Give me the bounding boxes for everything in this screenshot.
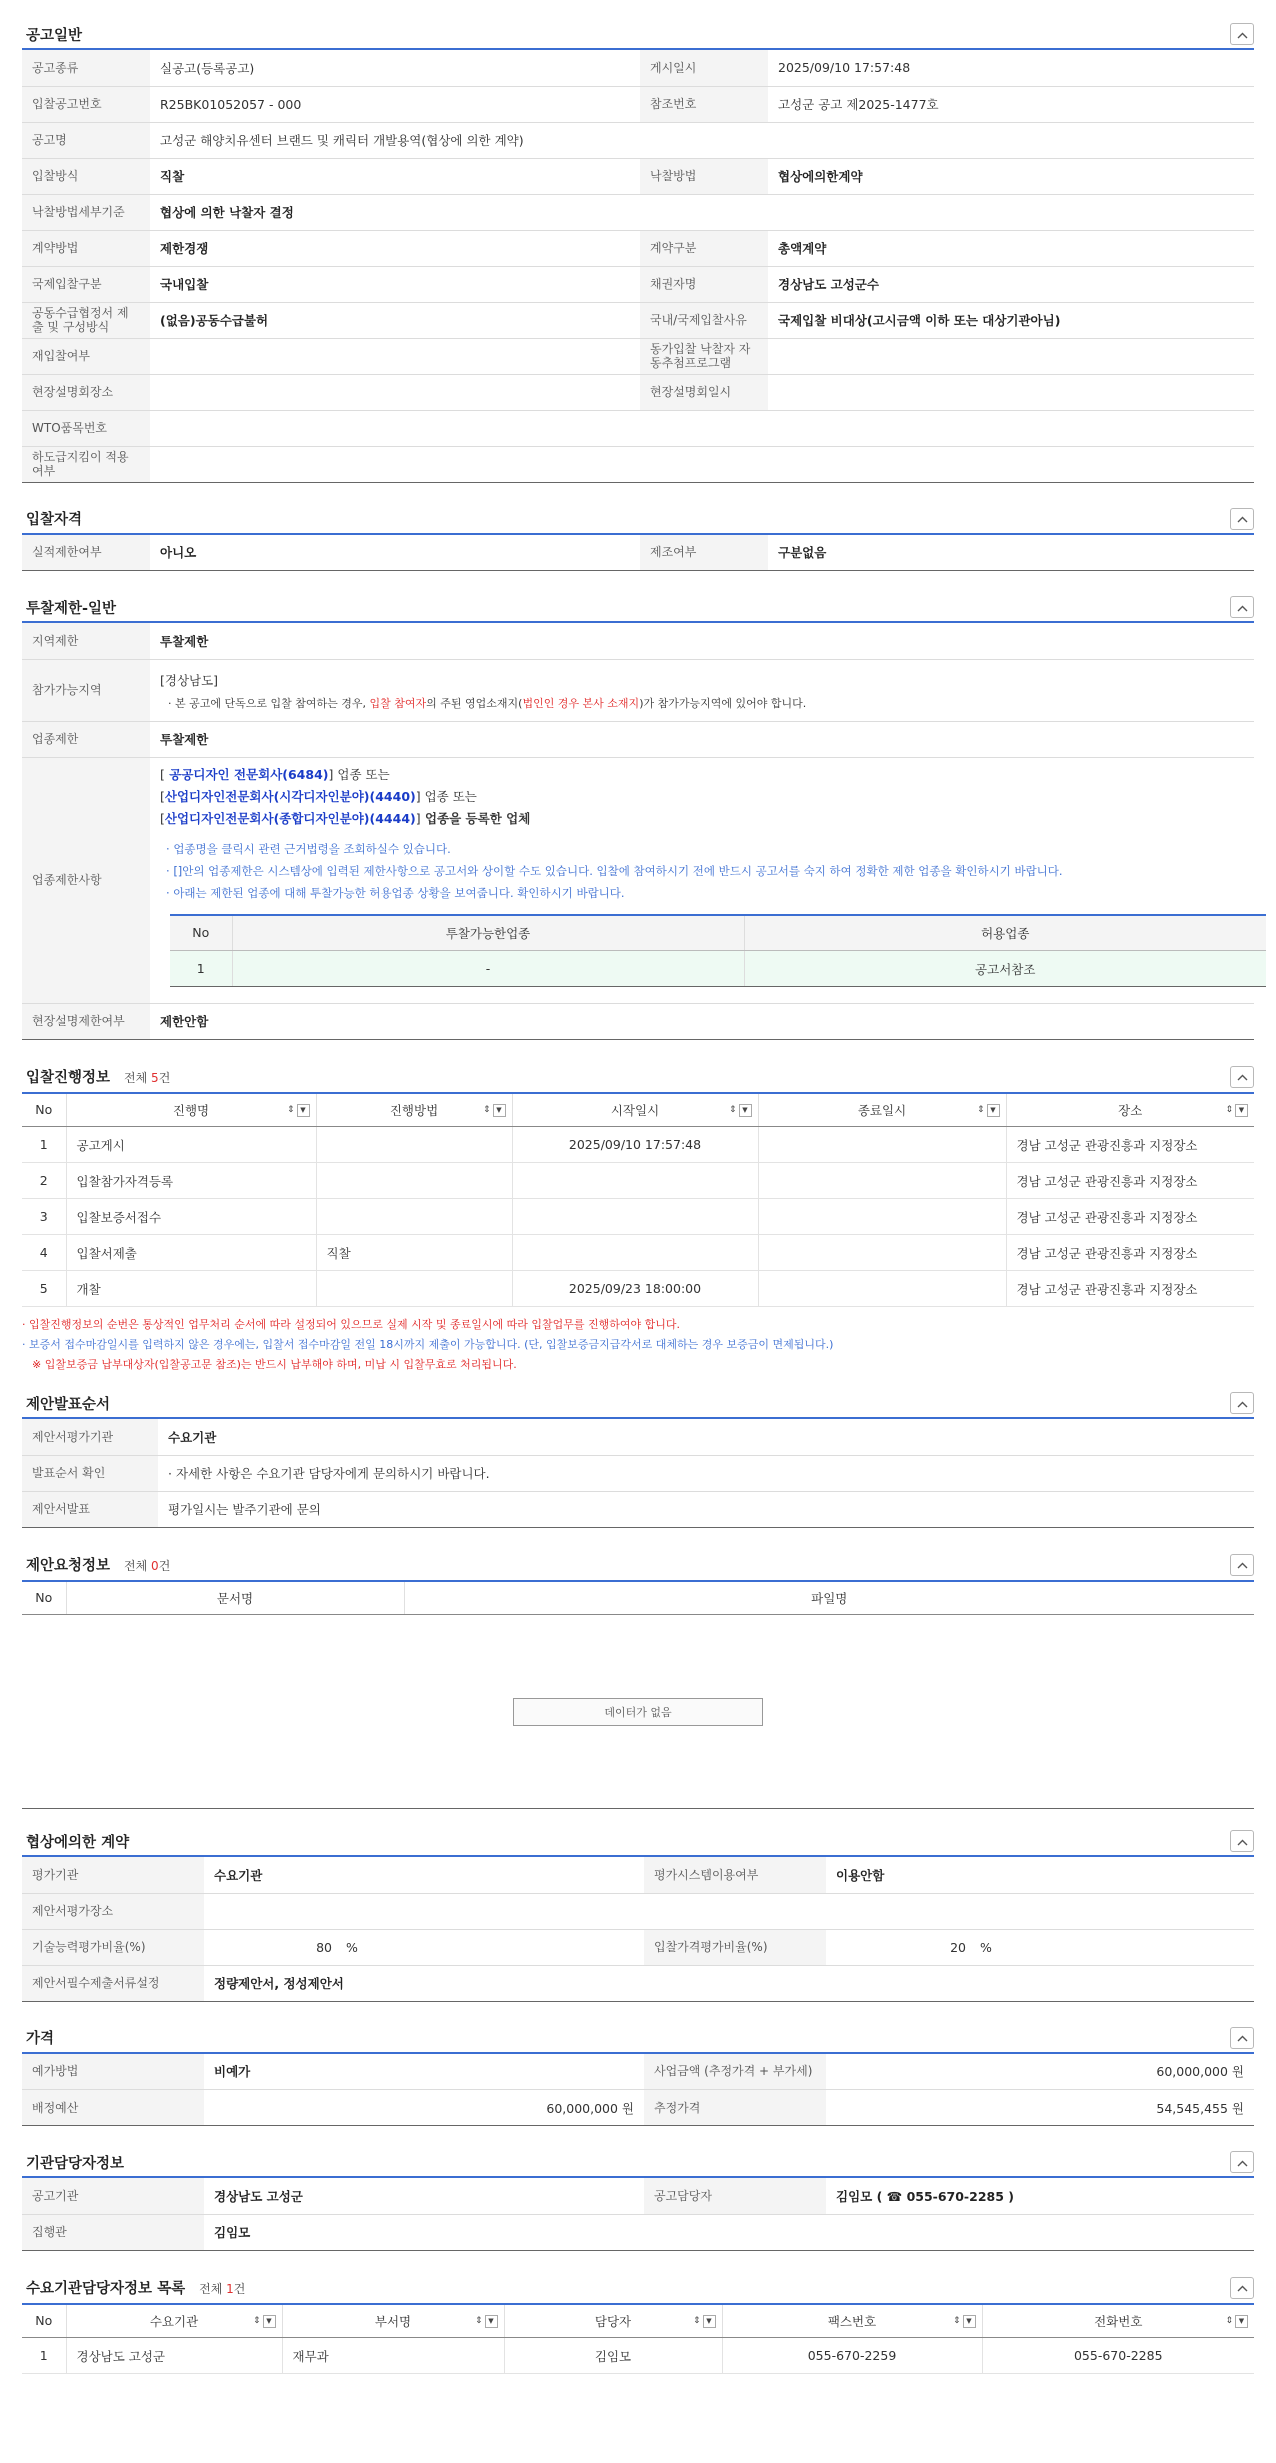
cell: 경상남도 고성군 (66, 2338, 282, 2374)
table-row (22, 1127, 1254, 1163)
col-header[interactable]: 장소 ⇕ ▼ (1006, 1093, 1254, 1127)
chevron-up-icon (1237, 600, 1248, 615)
note: ※ 입찰보증금 납부대상자(입찰공고문 참조)는 반드시 납부해야 하며, 미납 시 입찰무효로 처리됩니다. (32, 1358, 517, 1371)
section-title: 입찰자격 (26, 512, 83, 528)
value: 고성군 공고 제2025-1477호 (768, 86, 1254, 122)
sort-arrows-icon: ⇕ (1225, 1104, 1233, 1115)
value: 60,000,000 원 (826, 2054, 1254, 2090)
cell: 경남 고성군 관광진흥과 지정장소 (1006, 1163, 1254, 1199)
cell (758, 1199, 1006, 1235)
cell: 2 (22, 1163, 66, 1199)
label: 입찰공고번호 (22, 86, 150, 122)
header-row (22, 2304, 1254, 2338)
cell (316, 1127, 512, 1163)
empty-message: 데이터가 없음 (513, 1698, 763, 1726)
collapse-toggle[interactable] (1230, 508, 1254, 530)
sort-control[interactable] (475, 2315, 498, 2328)
chevron-up-icon (1237, 511, 1248, 526)
agency-table (22, 2178, 1254, 2251)
label: 제안서필수제출서류설정 (22, 1965, 204, 2001)
sort-arrows-icon: ⇕ (976, 1104, 985, 1115)
label: 예가방법 (22, 2054, 204, 2090)
value (768, 374, 1254, 410)
value: 60,000,000 원 (204, 2090, 644, 2126)
col-header: No (22, 1093, 66, 1127)
note: · 입찰진행정보의 순번은 통상적인 업무처리 순서에 따라 설정되어 있으므로 실제 시작 및 종료일시에 따라 입찰업무를 진행하여야 합니다. (22, 1318, 680, 1331)
value: 김임모 (204, 2214, 1254, 2250)
cell: 재무과 (282, 2338, 504, 2374)
progress-table (22, 1092, 1254, 1308)
sort-control[interactable] (1225, 1104, 1248, 1117)
request-table (22, 1580, 1254, 1616)
filter-dropdown-icon[interactable]: ▼ (263, 2315, 276, 2328)
label: 동가입찰 낙찰자 자동추첨프로그램 (640, 338, 768, 374)
value: 20 % (826, 1929, 1254, 1965)
cell (512, 1199, 758, 1235)
info-row (22, 374, 1254, 410)
section-title: 투찰제한-일반 (26, 600, 117, 617)
value: 투찰제한 (150, 623, 1254, 659)
cell: 김임모 (504, 2338, 722, 2374)
sort-arrows-icon: ⇕ (692, 2315, 701, 2326)
filter-dropdown-icon[interactable]: ▼ (485, 2315, 498, 2328)
label: 배정예산 (22, 2090, 204, 2126)
cell: 5 (22, 1271, 66, 1307)
industry-notes (160, 838, 1244, 904)
info-row (22, 338, 1254, 374)
value: 제한안함 (150, 1003, 1254, 1039)
value: 투찰제한 (150, 721, 1254, 757)
chevron-up-icon (1237, 2280, 1248, 2295)
value (150, 374, 640, 410)
label: 제안서평가기관 (22, 1419, 158, 1455)
sort-control[interactable] (729, 1104, 752, 1117)
collapse-toggle[interactable] (1230, 1392, 1254, 1414)
cell: - (232, 951, 744, 987)
section-title: 협상에의한 계약 (26, 1834, 130, 1851)
value: 2025/09/10 17:57:48 (768, 50, 1254, 86)
value: 80 % (204, 1929, 644, 1965)
value: 구분없음 (768, 535, 1254, 571)
col-header[interactable]: 진행명 ⇕ ▼ (66, 1093, 316, 1127)
cell (316, 1271, 512, 1307)
cell (316, 1163, 512, 1199)
table-row (22, 1199, 1254, 1235)
header-row (22, 1093, 1254, 1127)
value: 국제입찰 비대상(고시금액 이하 또는 대상기관아님) (768, 302, 1254, 338)
allowed-industry-table (170, 914, 1266, 988)
col-header[interactable]: 시작일시 ⇕ ▼ (512, 1093, 758, 1127)
result-count: 전체 0건 (124, 1559, 171, 1573)
collapse-toggle[interactable] (1230, 2277, 1254, 2299)
cell: 입찰참가자격등록 (66, 1163, 316, 1199)
sort-arrows-icon: ⇕ (952, 2315, 961, 2326)
label: 입찰가격평가비율(%) (644, 1929, 826, 1965)
value: 협상에의한계약 (768, 158, 1254, 194)
info-row (22, 158, 1254, 194)
value: 김임모 ( ☎ 055-670-2285 ) (826, 2178, 1254, 2214)
collapse-toggle[interactable] (1230, 596, 1254, 618)
sort-control[interactable] (953, 2315, 976, 2328)
note: · []안의 업종제한은 시스템상에 입력된 제한사항으로 공고서와 상이할 수도 있습니다. 입찰에 참여하시기 전에 반드시 공고서를 숙지 하여 정확한 제한 업종을 확인하시기 바랍니다. (166, 863, 1063, 878)
cell: 055-670-2285 (982, 2338, 1254, 2374)
area-note: · 본 공고에 단독으로 입찰 참여하는 경우, 입찰 참여자의 주된 영업소재지(법인인 경우 본사 소재지)가 참가가능지역에 있어야 합니다. (168, 697, 807, 710)
cell: 055-670-2259 (722, 2338, 982, 2374)
label: 공고담당자 (644, 2178, 826, 2214)
filter-dropdown-icon[interactable]: ▼ (987, 1104, 1000, 1117)
value: 54,545,455 원 (826, 2090, 1254, 2126)
negotiation-table (22, 1857, 1254, 2002)
label: 계약구분 (640, 230, 768, 266)
value (150, 410, 1254, 446)
section-negotiation-header (22, 1827, 1254, 1857)
sort-arrows-icon: ⇕ (482, 1104, 491, 1115)
label: 입찰방식 (22, 158, 150, 194)
info-row (22, 50, 1254, 86)
table-row (22, 1271, 1254, 1307)
label: 제조여부 (640, 535, 768, 571)
cell: 2025/09/10 17:57:48 (512, 1127, 758, 1163)
col-header: 투찰가능한업종 (232, 915, 744, 951)
info-row (22, 446, 1254, 482)
section-title: 공고일반 (26, 27, 83, 44)
section-title: 가격 (26, 2031, 55, 2047)
label: 지역제한 (22, 623, 150, 659)
price-table (22, 2054, 1254, 2127)
cell: 직찰 (316, 1235, 512, 1271)
value: 직찰 (150, 158, 640, 194)
section-request-header (22, 1550, 1254, 1580)
industry-link-6484[interactable]: 공공디자인 전문회사(6484) (164, 766, 329, 782)
empty-area (22, 1615, 1254, 1809)
filter-dropdown-icon[interactable]: ▼ (703, 2315, 716, 2328)
label: 평가기관 (22, 1857, 204, 1893)
filter-dropdown-icon[interactable]: ▼ (297, 1104, 310, 1117)
filter-dropdown-icon[interactable]: ▼ (1235, 1104, 1248, 1117)
cell (512, 1235, 758, 1271)
progress-notes (22, 1315, 1254, 1375)
industry-link-4440[interactable]: 산업디자인전문회사(시각디자인분야)(4440) (164, 788, 416, 804)
sort-control[interactable] (253, 2315, 276, 2328)
filter-dropdown-icon[interactable]: ▼ (1235, 2315, 1248, 2328)
sort-control[interactable] (483, 1104, 506, 1117)
label: 기술능력평가비율(%) (22, 1929, 204, 1965)
sort-arrows-icon: ⇕ (474, 2315, 483, 2326)
cell: 4 (22, 1235, 66, 1271)
value: 비예가 (204, 2054, 644, 2090)
filter-dropdown-icon[interactable]: ▼ (493, 1104, 506, 1117)
sort-arrows-icon: ⇕ (1225, 2315, 1233, 2326)
sort-control[interactable] (1225, 2315, 1248, 2328)
label: 평가시스템이용여부 (644, 1857, 826, 1893)
label: 계약방법 (22, 230, 150, 266)
sort-arrows-icon: ⇕ (252, 2315, 261, 2326)
label: 채권자명 (640, 266, 768, 302)
section-progress-header (22, 1062, 1254, 1092)
label: 참조번호 (640, 86, 768, 122)
result-count: 전체 5건 (124, 1071, 171, 1085)
col-header: 파일명 (404, 1581, 1254, 1615)
value: 아니오 (150, 535, 640, 571)
table-row (170, 951, 1266, 987)
label: 제안서평가장소 (22, 1893, 204, 1929)
chevron-up-icon (1237, 1557, 1248, 1572)
cell (512, 1163, 758, 1199)
value (150, 338, 640, 374)
value: 국내입찰 (150, 266, 640, 302)
label: 추정가격 (644, 2090, 826, 2126)
col-header[interactable]: 팩스번호 ⇕ ▼ (722, 2304, 982, 2338)
note: · 아래는 제한된 업종에 대해 투찰가능한 허용업종 상황을 보여줍니다. 확인하시기 바랍니다. (166, 885, 625, 900)
value: 협상에 의한 낙찰자 결정 (150, 194, 1254, 230)
info-row (22, 194, 1254, 230)
value: 수요기관 (158, 1419, 1254, 1455)
value (768, 338, 1254, 374)
result-count: 전체 1건 (199, 2282, 246, 2296)
industry-line-1: [ 공공디자인 전문회사(6484)] 업종 또는 (160, 766, 390, 782)
section-restriction-header (22, 593, 1254, 623)
chevron-up-icon (1237, 1069, 1248, 1084)
section-title: 입찰진행정보 (26, 1070, 111, 1086)
label: 참가가능지역 (22, 659, 150, 721)
industry-line-3: [산업디자인전문회사(종합디자인분야)(4444)] 업종을 등록한 업체 (160, 810, 531, 826)
cell (316, 1199, 512, 1235)
cell (758, 1271, 1006, 1307)
value: 수요기관 (204, 1857, 644, 1893)
chevron-up-icon (1237, 27, 1248, 42)
sort-control[interactable] (977, 1104, 1000, 1117)
value: 경상남도 고성군수 (768, 266, 1254, 302)
label: 게시일시 (640, 50, 768, 86)
note: · 보증서 접수마감일시를 입력하지 않은 경우에는, 입찰서 접수마감일 전일 18시까지 제출이 가능합니다. (단, 입찰보증금지급각서로 대체하는 경우 보증금이 면제됩니다.) (22, 1338, 834, 1351)
cell: 경남 고성군 관광진흥과 지정장소 (1006, 1235, 1254, 1271)
label: 현장설명회장소 (22, 374, 150, 410)
label: 공고기관 (22, 2178, 204, 2214)
label: 공고종류 (22, 50, 150, 86)
section-agency-header (22, 2148, 1254, 2178)
cell: 개찰 (66, 1271, 316, 1307)
collapse-toggle[interactable] (1230, 1830, 1254, 1852)
collapse-toggle[interactable] (1230, 23, 1254, 45)
cell: 공고서참조 (744, 951, 1266, 987)
filter-dropdown-icon[interactable]: ▼ (963, 2315, 976, 2328)
sort-control[interactable] (693, 2315, 716, 2328)
cell: 입찰보증서접수 (66, 1199, 316, 1235)
col-header[interactable]: 전화번호 ⇕ ▼ (982, 2304, 1254, 2338)
label: 국내/국제입찰사유 (640, 302, 768, 338)
label: 실적제한여부 (22, 535, 150, 571)
label: 사업금액 (추정가격 + 부가세) (644, 2054, 826, 2090)
col-header[interactable]: 부서명 ⇕ ▼ (282, 2304, 504, 2338)
cell: 경남 고성군 관광진흥과 지정장소 (1006, 1199, 1254, 1235)
filter-dropdown-icon[interactable]: ▼ (739, 1104, 752, 1117)
label: 현장설명제한여부 (22, 1003, 150, 1039)
value: 고성군 해양치유센터 브랜드 및 캐릭터 개발용역(협상에 의한 계약) (150, 122, 1254, 158)
value: (없음)공동수급불허 (150, 302, 640, 338)
col-header: 허용업종 (744, 915, 1266, 951)
col-header: No (22, 2304, 66, 2338)
chevron-up-icon (1237, 1396, 1248, 1411)
label: 국제입찰구분 (22, 266, 150, 302)
table-row (22, 1163, 1254, 1199)
section-qualification-header (22, 505, 1254, 535)
collapse-toggle[interactable] (1230, 2027, 1254, 2049)
cell: 2025/09/23 18:00:00 (512, 1271, 758, 1307)
info-row (22, 410, 1254, 446)
label: 재입찰여부 (22, 338, 150, 374)
collapse-toggle[interactable] (1230, 2151, 1254, 2173)
cell (758, 1163, 1006, 1199)
note: · 업종명을 클릭시 관련 근거법령을 조회하실수 있습니다. (166, 841, 451, 856)
label: 집행관 (22, 2214, 204, 2250)
col-header: No (22, 1581, 66, 1615)
section-presentation-header (22, 1389, 1254, 1419)
value: 평가일시는 발주기관에 문의 (158, 1491, 1254, 1527)
label: 발표순서 확인 (22, 1455, 158, 1491)
section-price-header (22, 2024, 1254, 2054)
label: 낙찰방법 (640, 158, 768, 194)
value (204, 1893, 1254, 1929)
chevron-up-icon (1237, 2030, 1248, 2045)
cell (758, 1235, 1006, 1271)
industry-line-2: [산업디자인전문회사(시각디자인분야)(4440)] 업종 또는 (160, 788, 477, 804)
chevron-up-icon (1237, 1834, 1248, 1849)
label: WTO품목번호 (22, 410, 150, 446)
label: 현장설명회일시 (640, 374, 768, 410)
label: 업종제한사항 (22, 757, 150, 1003)
col-header[interactable]: 수요기관 ⇕ ▼ (66, 2304, 282, 2338)
presentation-table (22, 1419, 1254, 1528)
sort-arrows-icon: ⇕ (286, 1104, 295, 1115)
value: 제한경쟁 (150, 230, 640, 266)
value: 경상남도 고성군 (204, 2178, 644, 2214)
restriction-table (22, 623, 1254, 1040)
section-contacts-header (22, 2273, 1254, 2303)
col-header[interactable]: 담당자 ⇕ ▼ (504, 2304, 722, 2338)
value (150, 446, 1254, 482)
col-header[interactable]: 진행방법 ⇕ ▼ (316, 1093, 512, 1127)
label: 낙찰방법세부기준 (22, 194, 150, 230)
collapse-toggle[interactable] (1230, 1066, 1254, 1088)
value: 이용안함 (826, 1857, 1254, 1893)
label: 공동수급협정서 제출 및 구성방식 (22, 302, 150, 338)
industry-link-4444[interactable]: 산업디자인전문회사(종합디자인분야)(4444) (164, 810, 416, 826)
value: 실공고(등록공고) (150, 50, 640, 86)
label: 제안서발표 (22, 1491, 158, 1527)
table-row (22, 2338, 1254, 2374)
cell: 1 (22, 2338, 66, 2374)
info-row (22, 86, 1254, 122)
label: 공고명 (22, 122, 150, 158)
info-row (22, 302, 1254, 338)
col-header[interactable]: 종료일시 ⇕ ▼ (758, 1093, 1006, 1127)
qualification-table (22, 535, 1254, 572)
cell: 경남 고성군 관광진흥과 지정장소 (1006, 1127, 1254, 1163)
section-general-header (22, 20, 1254, 50)
cell: 입찰서제출 (66, 1235, 316, 1271)
cell (758, 1127, 1006, 1163)
info-row (22, 230, 1254, 266)
col-header: No (170, 915, 232, 951)
label: 업종제한 (22, 721, 150, 757)
cell: 1 (22, 1127, 66, 1163)
area-value: [경상남도] (160, 673, 219, 688)
sort-control[interactable] (287, 1104, 310, 1117)
sort-arrows-icon: ⇕ (728, 1104, 737, 1115)
section-title: 수요기관담당자정보 목록 (26, 2281, 186, 2297)
general-info-table (22, 50, 1254, 483)
value: 총액계약 (768, 230, 1254, 266)
value: · 자세한 사항은 수요기관 담당자에게 문의하시기 바랍니다. (158, 1455, 1254, 1491)
collapse-toggle[interactable] (1230, 1554, 1254, 1576)
cell: 경남 고성군 관광진흥과 지정장소 (1006, 1271, 1254, 1307)
table-row (22, 1235, 1254, 1271)
value: 정량제안서, 정성제안서 (204, 1965, 1254, 2001)
contacts-table (22, 2303, 1254, 2375)
cell: 1 (170, 951, 232, 987)
value: R25BK01052057 - 000 (150, 86, 640, 122)
cell: 3 (22, 1199, 66, 1235)
info-row (22, 122, 1254, 158)
cell: 공고게시 (66, 1127, 316, 1163)
section-title: 제안발표순서 (26, 1396, 111, 1413)
chevron-up-icon (1237, 2155, 1248, 2170)
label: 하도급지킴이 적용여부 (22, 446, 150, 482)
section-title: 기관담당자정보 (26, 2155, 125, 2172)
info-row (22, 266, 1254, 302)
section-title: 제안요청정보 (26, 1558, 111, 1574)
col-header: 문서명 (66, 1581, 404, 1615)
